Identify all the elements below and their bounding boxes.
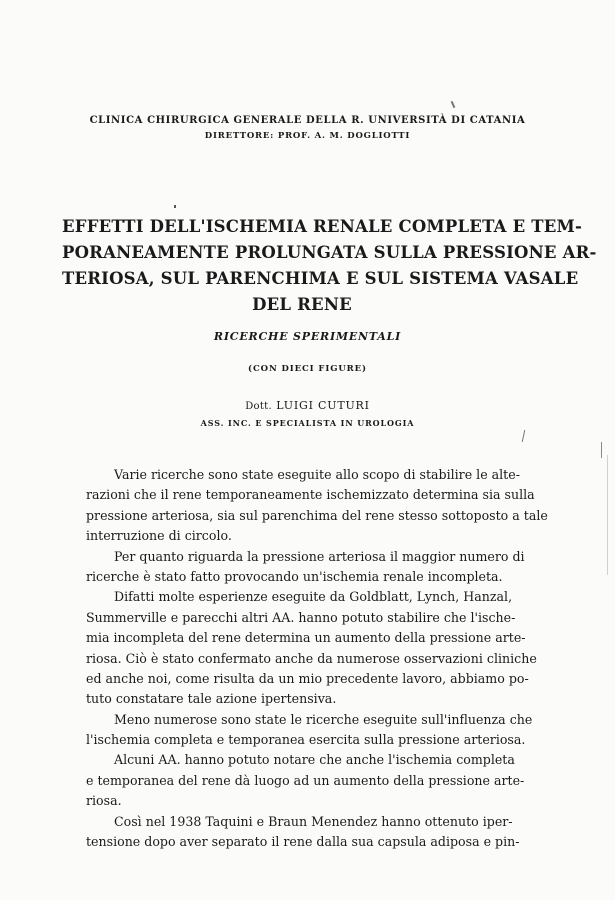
- scan-speck: [451, 101, 456, 108]
- body-line: mia incompleta del rene determina un aumento della pressione arte-: [86, 630, 526, 646]
- author-name: LUIGI CUTURI: [276, 399, 370, 412]
- body-line: Varie ricerche sono state eseguite allo scopo di stabilire le alte-: [114, 467, 520, 482]
- article-subtitle: RICERCHE SPERIMENTALI: [213, 330, 402, 343]
- author-affiliation: ASS. INC. E SPECIALISTA IN UROLOGIA: [200, 418, 415, 428]
- title-line: PORANEAMENTE PROLUNGATA SULLA PRESSIONE AR-: [62, 243, 597, 262]
- body-line: Difatti molte esperienze eseguite da Goldblatt, Lynch, Hanzal,: [114, 589, 513, 605]
- scan-speck: [174, 205, 176, 208]
- body-line: Alcuni AA. hanno potuto notare che anche l'ischemia completa: [114, 752, 515, 768]
- title-line: TERIOSA, SUL PARENCHIMA E SUL SISTEMA VASALE: [62, 269, 579, 288]
- body-line: pressione arteriosa, sia sul parenchima del rene stesso sottoposto a tale: [86, 507, 548, 523]
- body-line: Per quanto riguarda la pressione arteriosa il maggior numero di: [114, 548, 525, 564]
- institution-heading: CLINICA CHIRURGICA GENERALE DELLA R. UNIVERSITÀ DI CATANIA: [89, 115, 526, 126]
- body-line: ed anche noi, come risulta da un mio precedente lavoro, abbiamo po-: [86, 670, 529, 686]
- body-line: riosa.: [86, 793, 122, 809]
- director-line: DIRETTORE: PROF. A. M. DOGLIOTTI: [204, 131, 411, 141]
- author-prefix: Dott.: [245, 401, 272, 412]
- body-text: [86, 465, 548, 852]
- body-line: e temporanea del rene dà luogo ad un aumento della pressione arte-: [86, 772, 525, 788]
- scan-speck: [522, 430, 525, 442]
- title-line: EFFETTI DELL'ISCHEMIA RENALE COMPLETA E TEM-: [62, 217, 583, 236]
- body-line: Così nel 1938 Taquini e Braun Menendez hanno ottenuto iper-: [114, 813, 513, 829]
- body-line: interruzione di circolo.: [86, 528, 232, 544]
- author-line: [150, 399, 465, 412]
- scan-speck: [601, 442, 602, 458]
- body-line: tuto constatare tale azione ipertensiva.: [86, 691, 337, 707]
- body-line: tensione dopo aver separato il rene dalla sua capsula adiposa e pin-: [86, 834, 520, 850]
- body-line: razioni che il rene temporaneamente ischemizzato determina sia sulla: [86, 487, 535, 503]
- body-line: Meno numerose sono state le ricerche eseguite sull'influenza che: [114, 711, 533, 727]
- body-line: ricerche è stato fatto provocando un'ischemia renale incompleta.: [86, 568, 503, 584]
- body-line: riosa. Ciò è stato confermato anche da numerose osservazioni cliniche: [86, 650, 537, 666]
- scan-speck: [607, 455, 608, 575]
- body-line: Summerville e parecchi altri AA. hanno potuto stabilire che l'ische-: [86, 609, 516, 625]
- figures-note: (CON DIECI FIGURE): [248, 364, 367, 374]
- title-line: DEL RENE: [252, 295, 352, 314]
- body-line: l'ischemia completa e temporanea esercita sulla pressione arteriosa.: [86, 732, 526, 748]
- article-title: [62, 214, 597, 318]
